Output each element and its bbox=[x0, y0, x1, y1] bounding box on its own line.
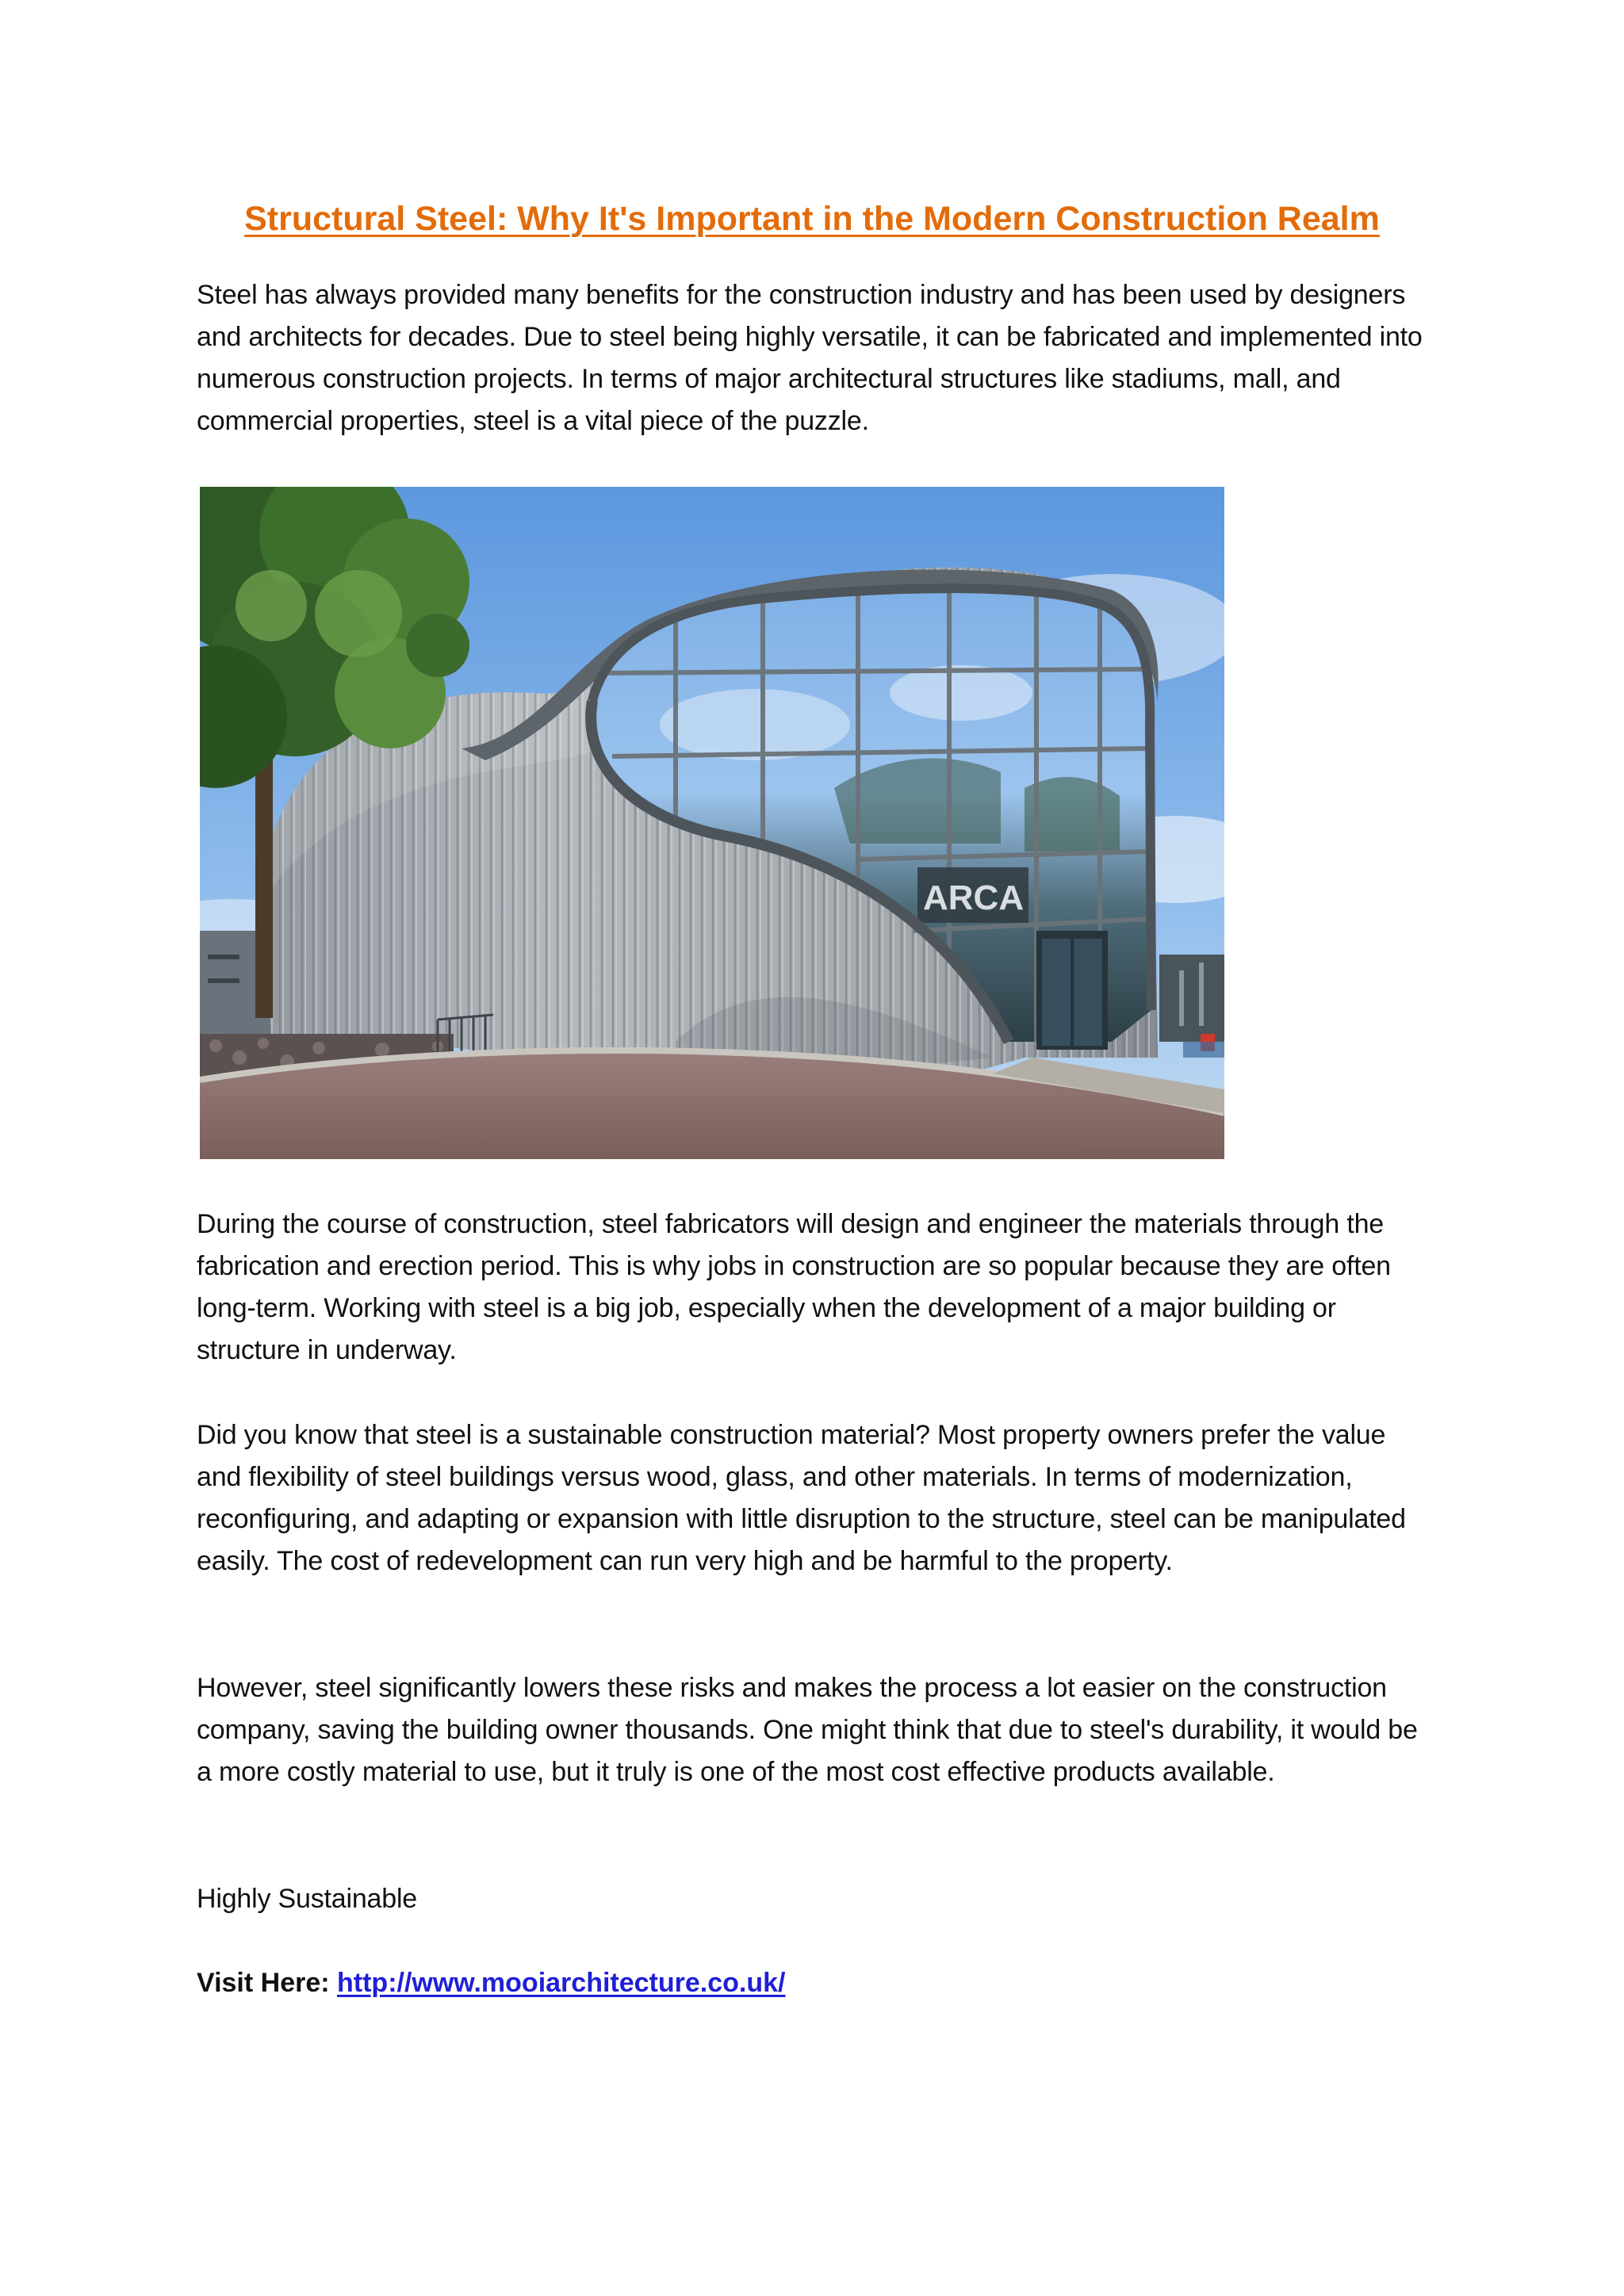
sustainability-paragraph: Did you know that steel is a sustainable construction material? Most property owners prefer the value and flexibility of steel buildings versus wood, glass, and other materials. In terms of modernization, reconfiguring, and adapting or expansion with little disruption to the structure, steel can be manipulated easily. The cost of redevelopment can run very high and be harmful to the property. bbox=[197, 1420, 1406, 1576]
page-title: Structural Steel: Why It's Important in the Modern Construction Realm bbox=[244, 200, 1380, 238]
intro-paragraph: Steel has always provided many benefits for the construction industry and has been used by designers and architects for decades. Due to steel being highly versatile, it can be fabricated and implemented into numerous construction projects. In terms of major architectural structures like stadiums, mall, and commercial properties, steel is a vital piece of the puzzle. bbox=[197, 280, 1423, 436]
website-link[interactable]: http://www.mooiarchitecture.co.uk/ bbox=[337, 1968, 786, 1998]
visit-label: Visit Here: bbox=[197, 1968, 330, 1998]
cost-paragraph: However, steel significantly lowers these risks and makes the process a lot easier on the construction company, saving the building owner thousands. One might think that due to steel's durability, it would be a more costly material to use, but it truly is one of the most cost effective products available. bbox=[197, 1673, 1418, 1787]
fabrication-paragraph: During the course of construction, steel fabricators will design and engineer the materials through the fabrication and erection period. This is why jobs in construction are so popular because they are often long-term. Working with steel is a big job, especially when the development of a major building or structure in underway. bbox=[197, 1209, 1391, 1365]
visit-line bbox=[197, 1962, 785, 2004]
subheading-text: Highly Sustainable bbox=[197, 1884, 418, 1914]
building-photo bbox=[200, 487, 1224, 1159]
arca-signage: ARCA bbox=[923, 878, 1025, 917]
